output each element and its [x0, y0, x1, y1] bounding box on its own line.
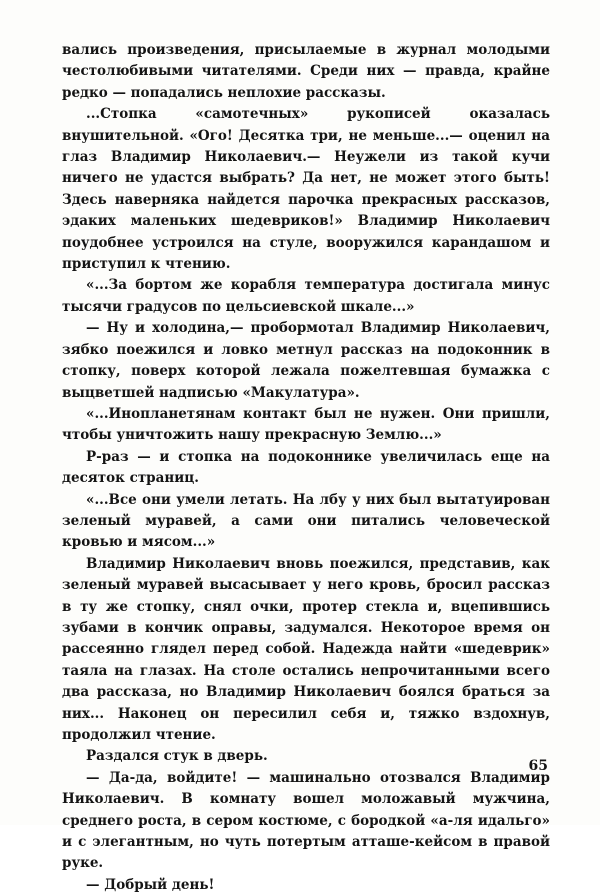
paragraph: вались произведения, присылаемые в журнал молодыми честолюбивыми читателями. Среди них — правда, крайне редко — попадались неплохие рассказы.: [62, 42, 550, 101]
paragraph: Р-раз — и стопка на подоконнике увеличилась еще на десяток страниц.: [62, 448, 550, 487]
paragraph: ...Стопка «самотечных» рукописей оказалась внушительной. «Ого! Десятка три, не меньше...— оценил на глаз Владимир Николаевич.— Неужели из такой кучи ничего не удастся выбрать? Да нет, не может этого быть! Здесь наверняка найдется парочка прекрасных рассказов, эдаких маленьких шедевриков!» Владимир Николаевич поудобнее устроился на стуле, вооружился карандашом и приступил к чтению.: [62, 106, 550, 273]
paragraph: «...Все они умели летать. На лбу у них был вытатуирован зеленый муравей, а сами они питались человеческой кровью и мясом...»: [62, 491, 550, 551]
paragraph: «...За бортом же корабля температура достигала минус тысячи градусов по цельсиевской шкале...»: [62, 277, 550, 315]
paragraph: — Ну и холодина,— пробормотал Владимир Николаевич, зябко поежился и ловко метнул рассказ на подоконник в стопку, поверх которой лежала пожелтевшая бумажка с выцветшей надписью «Макулатура».: [62, 320, 550, 401]
page-body-text: [62, 40, 550, 896]
paragraph: «...Инопланетянам контакт был не нужен. Они пришли, чтобы уничтожить нашу прекрасную Землю...»: [62, 405, 550, 444]
page-number: 65: [528, 758, 548, 774]
paragraph: Владимир Николаевич вновь поежился, представив, как зеленый муравей высасывает у него кровь, бросил рассказ в ту же стопку, снял очки, протер стекла и, вцепившись зубами в кончик оправы, задумался. Некоторое время он рассеянно глядел перед собой. Надежда найти «шедеврик» таяла на глазах. На столе остались непрочитанными всего два рассказа, но Владимир Николаевич боялся браться за них... Наконец он пересилил себя и, тяжко вздохнув, продолжил чтение.: [62, 555, 550, 743]
paragraph: Раздался стук в дверь.: [86, 748, 268, 765]
paragraph: — Да-да, войдите! — машинально отозвался Владимир Николаевич. В комнату вошел моложавый мужчина, среднего роста, в сером костюме, с бородкой «а-ля идальго» и с элегантным, но чуть потертым атташе-кейсом в правой руке.: [62, 769, 550, 872]
paragraph: — Добрый день!: [86, 876, 215, 893]
